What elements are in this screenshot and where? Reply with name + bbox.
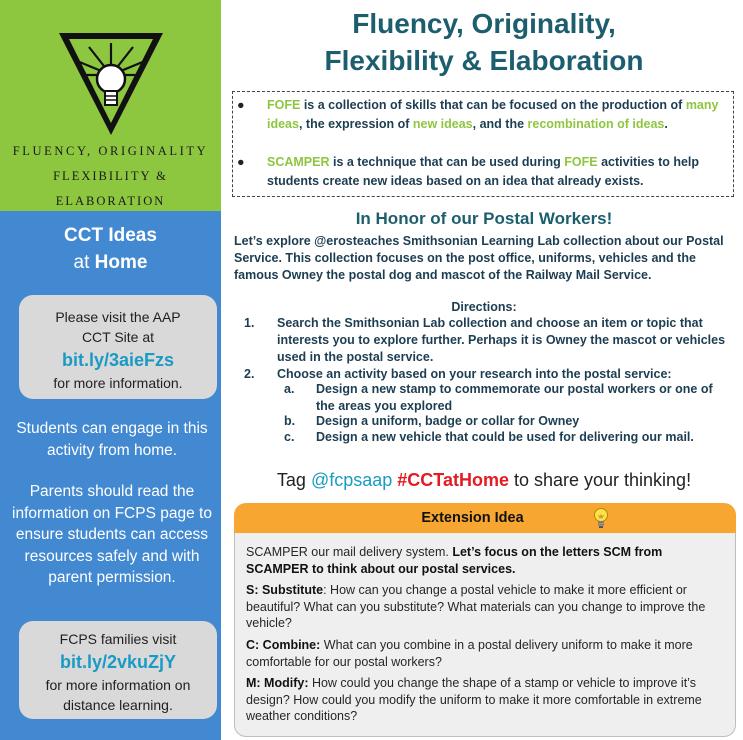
fofe-text: is a collection of skills that can be focused on the production of	[300, 98, 686, 112]
share-tagline	[225, 468, 743, 492]
lightbulb-logo-icon	[55, 27, 167, 139]
fofe-bullet	[237, 96, 727, 134]
activity-option-c	[284, 429, 728, 446]
activity-option-b	[284, 413, 728, 430]
fofe-highlight: new ideas	[412, 117, 473, 131]
aap-card-line1: Please visit the AAP	[55, 309, 181, 325]
modify-label: M: Modify:	[246, 676, 309, 690]
option-text: Design a new vehicle that could be used for delivering our mail.	[316, 430, 694, 444]
fofe-logo	[0, 0, 221, 211]
logo-text-line2: FLEXIBILITY &	[53, 169, 168, 183]
scamper-term: SCAMPER	[267, 155, 330, 169]
cct-title-home: Home	[94, 252, 148, 273]
cct-title-at: at	[73, 252, 90, 273]
aap-site-link[interactable]: bit.ly/3aieFzs	[61, 350, 175, 370]
postal-section-title: In Honor of our Postal Workers!	[355, 209, 613, 228]
option-letter: a.	[284, 382, 295, 396]
fofe-text: .	[664, 117, 668, 131]
scamper-substitute	[246, 582, 726, 632]
bullet-icon: ●	[237, 98, 245, 112]
scamper-modify	[246, 675, 726, 725]
option-text: Design a uniform, badge or collar for Owney	[316, 414, 580, 428]
fofe-highlight: recombination of ideas	[527, 117, 665, 131]
scamper-combine	[246, 637, 726, 670]
students-note: Students can engage in this activity from home.	[16, 420, 208, 459]
parents-note: Parents should read the information on FCPS page to ensure students can access resources safely and with parent permission.	[12, 483, 212, 586]
aap-card-line2: CCT Site at	[81, 329, 155, 345]
lightbulb-icon	[593, 507, 609, 529]
fofe-definition-box	[232, 91, 734, 197]
directions-heading: Directions:	[451, 300, 517, 314]
logo-text-line3: ELABORATION	[55, 194, 166, 208]
postal-intro: Let’s explore @erosteaches Smithsonian Learning Lab collection about our Postal Service. This collection focuses on the post office, uniforms, vehicles and the famous Owney the postal dog and mascot of the Railway Mail Service.	[234, 234, 724, 282]
cct-title-text: CCT Ideas	[64, 225, 157, 246]
fofe-term: FOFE	[267, 98, 301, 112]
extension-title: Extension Idea	[421, 510, 524, 526]
fcps-link[interactable]: bit.ly/2vkuZjY	[59, 652, 177, 672]
extension-intro-bold: Let’s focus on the letters SCM from SCAMPER to think about our postal services.	[246, 545, 663, 576]
aap-site-card	[19, 295, 217, 399]
scamper-highlight: FOFE	[564, 155, 598, 169]
tag-prefix: Tag	[276, 470, 311, 490]
activity-option-a	[284, 381, 728, 415]
twitter-handle-link[interactable]: @fcpsaap	[310, 470, 393, 490]
extension-intro	[246, 544, 726, 577]
fofe-text: , the expression of	[298, 117, 413, 131]
page-title-line2: Flexibility & Elaboration	[324, 45, 644, 76]
direction-step-1	[244, 315, 736, 365]
scamper-bullet	[237, 153, 727, 191]
fcps-families-card	[19, 621, 217, 719]
hashtag-link[interactable]: #CCTatHome	[397, 470, 509, 490]
option-letter: c.	[284, 430, 295, 444]
fofe-highlight: many ideas	[267, 98, 719, 131]
sidebar	[0, 0, 221, 740]
extension-header	[234, 503, 736, 533]
option-text: Design a new stamp to commemorate our postal workers or one of the areas you explored	[316, 382, 713, 413]
bullet-icon: ●	[237, 155, 245, 169]
combine-label: C: Combine:	[246, 638, 321, 652]
aap-card-line3: for more information.	[53, 375, 183, 391]
fofe-text: , and the	[472, 117, 528, 131]
fcps-card-line2: for more information on distance learning.	[45, 677, 191, 713]
tag-suffix: to share your thinking!	[508, 470, 692, 490]
step-text: Choose an activity based on your research into the postal service:	[277, 367, 672, 381]
substitute-text: : How can you change a postal vehicle to make it more efficient or beautiful? What can you substitute? What materials can you change to improve the vehicle?	[246, 583, 706, 631]
combine-text: What can you combine in a postal delivery uniform to make it more comfortable for our postal workers?	[246, 638, 693, 669]
modify-text: How could you change the shape of a stamp or vehicle to improve it’s design? How could you modify the uniform to make it more comfortable in extreme weather conditions?	[246, 676, 702, 724]
extension-intro-text: SCAMPER our mail delivery system.	[246, 545, 453, 559]
fcps-card-line1: FCPS families visit	[59, 631, 177, 647]
step-number: 1.	[244, 316, 255, 330]
step-number: 2.	[244, 367, 255, 381]
scamper-text: activities to help students create new ideas based on an idea that already exists.	[267, 155, 700, 188]
scamper-text: is a technique that can be used during	[329, 155, 565, 169]
option-letter: b.	[284, 414, 296, 428]
page-title-line1: Fluency, Originality,	[352, 8, 616, 39]
logo-text-line1: FLUENCY, ORIGINALITY	[12, 144, 209, 158]
step-text: Search the Smithsonian Lab collection and choose an item or topic that interests you to explore further. Perhaps it is Owney the mascot or vehicles used in the postal service.	[277, 316, 726, 364]
page-title	[225, 5, 743, 79]
cct-ideas-title	[0, 222, 221, 276]
substitute-label: S: Substitute	[246, 583, 324, 597]
